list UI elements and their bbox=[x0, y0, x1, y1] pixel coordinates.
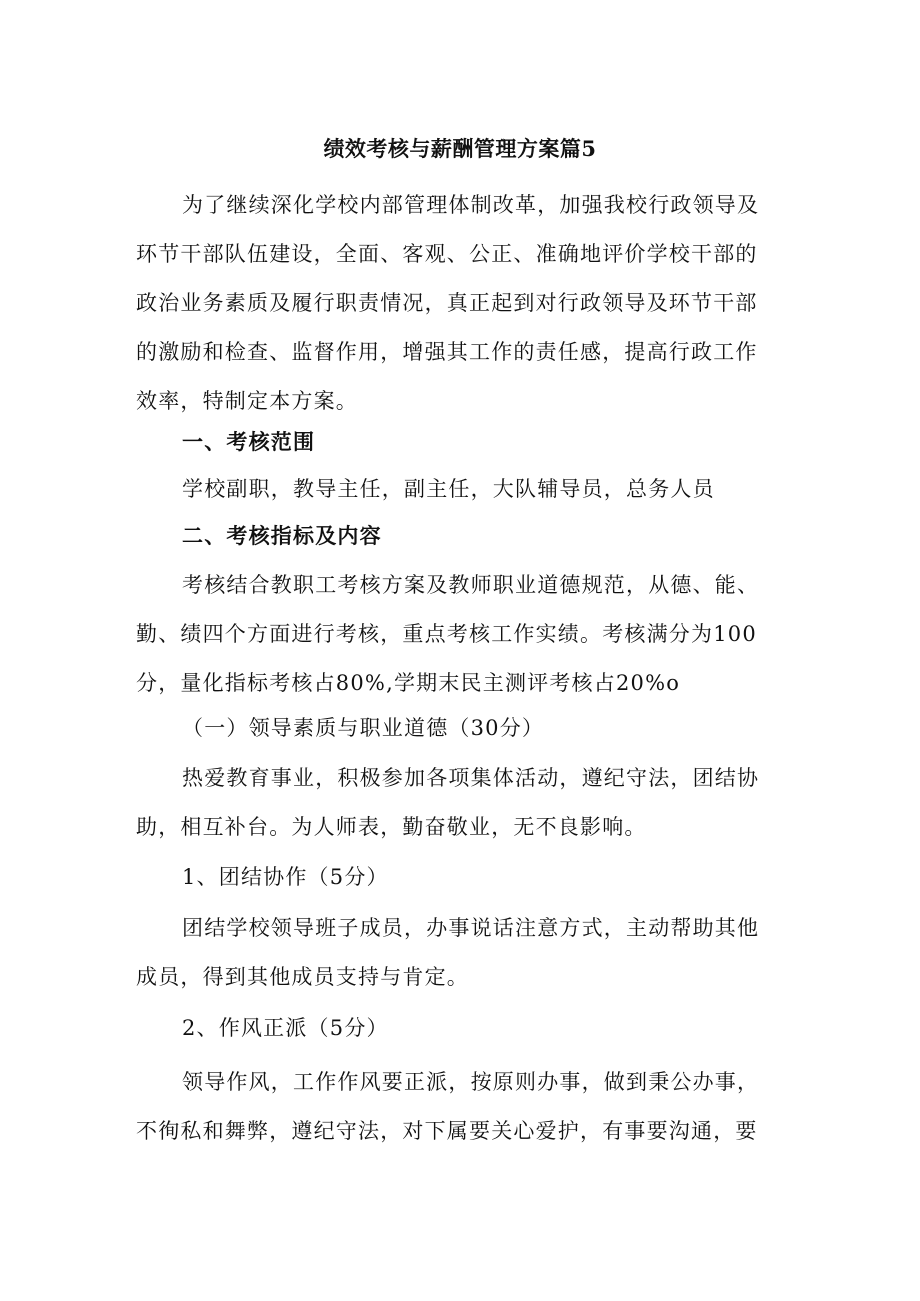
item2-heading: 2、作风正派（5分） bbox=[182, 1016, 389, 1040]
intro-line: 的激励和检查、监督作用，增强其工作的责任感，提高行政工作 bbox=[136, 340, 758, 364]
item2-paragraph bbox=[136, 1058, 792, 1156]
item1-line: 团结学校领导班子成员，办事说话注意方式，主动帮助其他 bbox=[182, 916, 760, 940]
intro-paragraph bbox=[136, 181, 792, 426]
item1-heading: 1、团结协作（5分） bbox=[182, 865, 389, 889]
intro-line: 效率，特制定本方案。 bbox=[136, 389, 358, 413]
item1-line: 成员，得到其他成员支持与肯定。 bbox=[136, 965, 469, 989]
item1-paragraph bbox=[136, 904, 792, 1002]
item2-line: 领导作风，工作作风要正派，按原则办事，做到秉公办事， bbox=[182, 1070, 760, 1094]
section1-body: 学校副职，教导主任，副主任，大队辅导员，总务人员 bbox=[182, 477, 715, 501]
intro-line: 政治业务素质及履行职责情况，真正起到对行政领导及环节干部 bbox=[136, 291, 758, 315]
intro-line: 为了继续深化学校内部管理体制改革，加强我校行政领导及 bbox=[182, 193, 760, 217]
section2-line: 考核结合教职工考核方案及教师职业道德规范，从德、能、 bbox=[182, 573, 760, 597]
section2-heading: 二、考核指标及内容 bbox=[182, 524, 382, 548]
item2-line: 不徇私和舞弊，遵纪守法，对下属要关心爱护，有事要沟通，要 bbox=[136, 1119, 758, 1143]
section1-heading: 一、考核范围 bbox=[182, 430, 316, 454]
section2-line: 分，量化指标考核占80%,学期末民主测评考核占20%o bbox=[136, 671, 681, 695]
sub1-line: 热爱教育事业，积极参加各项集体活动，遵纪守法，团结协 bbox=[182, 766, 760, 790]
intro-line: 环节干部队伍建设，全面、客观、公正、准确地评价学校干部的 bbox=[136, 242, 758, 266]
sub1-heading: （一）领导素质与职业道德（30分） bbox=[182, 716, 545, 740]
document-title: 绩效考核与薪酬管理方案篇5 bbox=[323, 136, 597, 161]
section2-line: 勤、绩四个方面进行考核，重点考核工作实绩。考核满分为100 bbox=[136, 622, 757, 646]
section2-paragraph bbox=[136, 561, 792, 708]
sub1-paragraph bbox=[136, 754, 792, 852]
sub1-line: 助，相互补台。为人师表，勤奋敬业，无不良影响。 bbox=[136, 815, 647, 839]
